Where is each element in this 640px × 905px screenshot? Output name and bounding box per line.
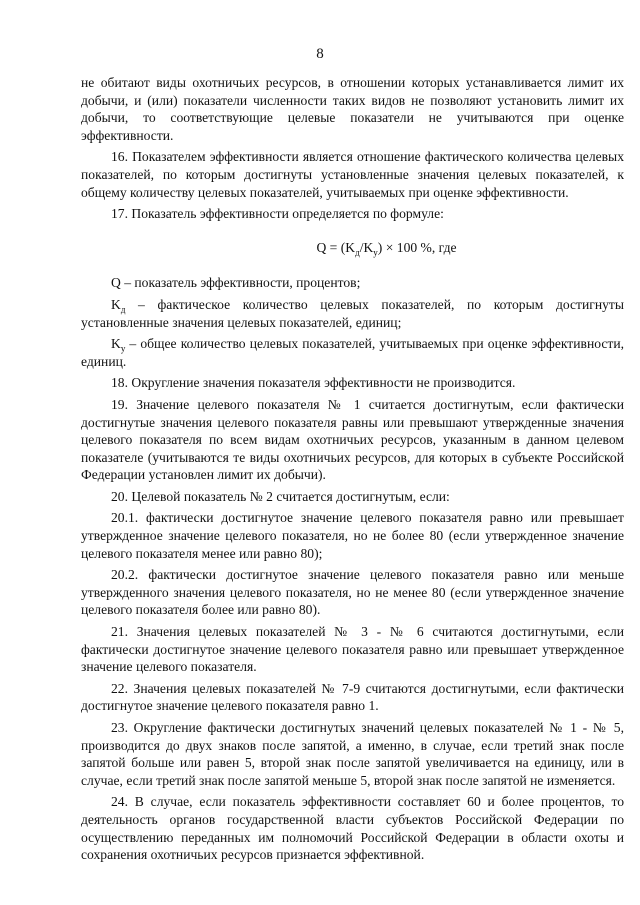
paragraph-continuation: не обитают виды охотничьих ресурсов, в отношении которых устанавливается лимит их добычи, и (или) показатели численности таких видов не позволяют установить лимит их добычи, то соответствующие целевые показатели не учитываются при оценке эффективности.: [81, 75, 624, 143]
kd-text: – фактическое количество целевых показателей, по которым достигнуты установленные значения целевых показателей, единиц;: [81, 296, 624, 330]
ku-symbol: K: [111, 336, 121, 352]
definition-q: Q – показатель эффективности, процентов;: [111, 275, 361, 291]
formula-sub-d: д: [355, 247, 360, 258]
paragraph-21: 21. Значения целевых показателей № 3 - № 6 считаются достигнутыми, если фактически достигнутое значение целевого показателя равно или превышает утвержденное значение целевого показателя.: [81, 624, 624, 675]
formula-mid: /K: [359, 239, 374, 255]
definition-ku: [81, 335, 624, 370]
paragraph-22: 22. Значения целевых показателей № 7-9 считаются достигнутыми, если фактически достигнутое значение целевого показателя равно 1.: [81, 680, 624, 714]
kd-subscript: д: [120, 304, 126, 315]
document-body: [81, 74, 624, 868]
ku-text: – общее количество целевых показателей, учитываемых при оценке эффективности, единиц.: [81, 336, 624, 369]
paragraph-20: 20. Целевой показатель № 2 считается достигнутым, если:: [111, 488, 450, 504]
paragraph-23: 23. Округление фактически достигнутых значений целевых показателей № 1 - № 5, производится до двух знаков после запятой, а именно, в случае, если третий знак после запятой больше или равен 5, второй знак после запятой увеличивается на единицу, или в случае, если третий знак после запятой меньше 5, второй знак после запятой не изменяется.: [81, 720, 624, 788]
paragraph-20-2: 20.2. фактически достигнутое значение целевого показателя равно или меньше утвержденного значения целевого показателя, но не менее 80 (если утвержденное значение целевого показателя более или равно 80).: [81, 567, 624, 618]
paragraph-16: 16. Показателем эффективности является отношение фактического количества целевых показателей, по которым достигнуты установленные значения целевых показателей, к общему количеству целевых показателей, учитываемых при оценке эффективности.: [81, 149, 624, 200]
paragraph-19: 19. Значение целевого показателя № 1 считается достигнутым, если фактически достигнутые значения целевого показателя равны или превышают утвержденные значения целевого показателя по всем видам охотничьих ресурсов, указанным в данном целевом показателе (учитываются те виды охотничьих ресурсов, для которых в субъекте Российской Федерации установлен лимит их добычи).: [81, 396, 624, 483]
formula-lhs: Q = (K: [316, 239, 356, 255]
paragraph-18: 18. Округление значения показателя эффективности не производится.: [111, 375, 516, 391]
formula-rhs: ) × 100 %, где: [377, 239, 457, 255]
paragraph-17: 17. Показатель эффективности определяется по формуле:: [111, 206, 444, 222]
kd-symbol: K: [111, 296, 121, 312]
paragraph-20-1: 20.1. фактически достигнутое значение целевого показателя равно или превышает утвержденное значение целевого показателя, но не более 80 (если утвержденное значение целевого показателя менее или равно 80);: [81, 510, 624, 561]
formula-sub-u: у: [373, 247, 378, 258]
efficiency-formula: [81, 239, 624, 257]
definition-kd: [81, 296, 624, 331]
paragraph-24: 24. В случае, если показатель эффективности составляет 60 и более процентов, то деятельность органов государственной власти субъектов Российской Федерации по осуществлению переданных им полномочий Российской Федерации в области охоты и сохранения охотничьих ресурсов признается эффективной.: [81, 794, 624, 863]
ku-subscript: у: [120, 343, 126, 354]
page-number: 8: [316, 46, 324, 62]
